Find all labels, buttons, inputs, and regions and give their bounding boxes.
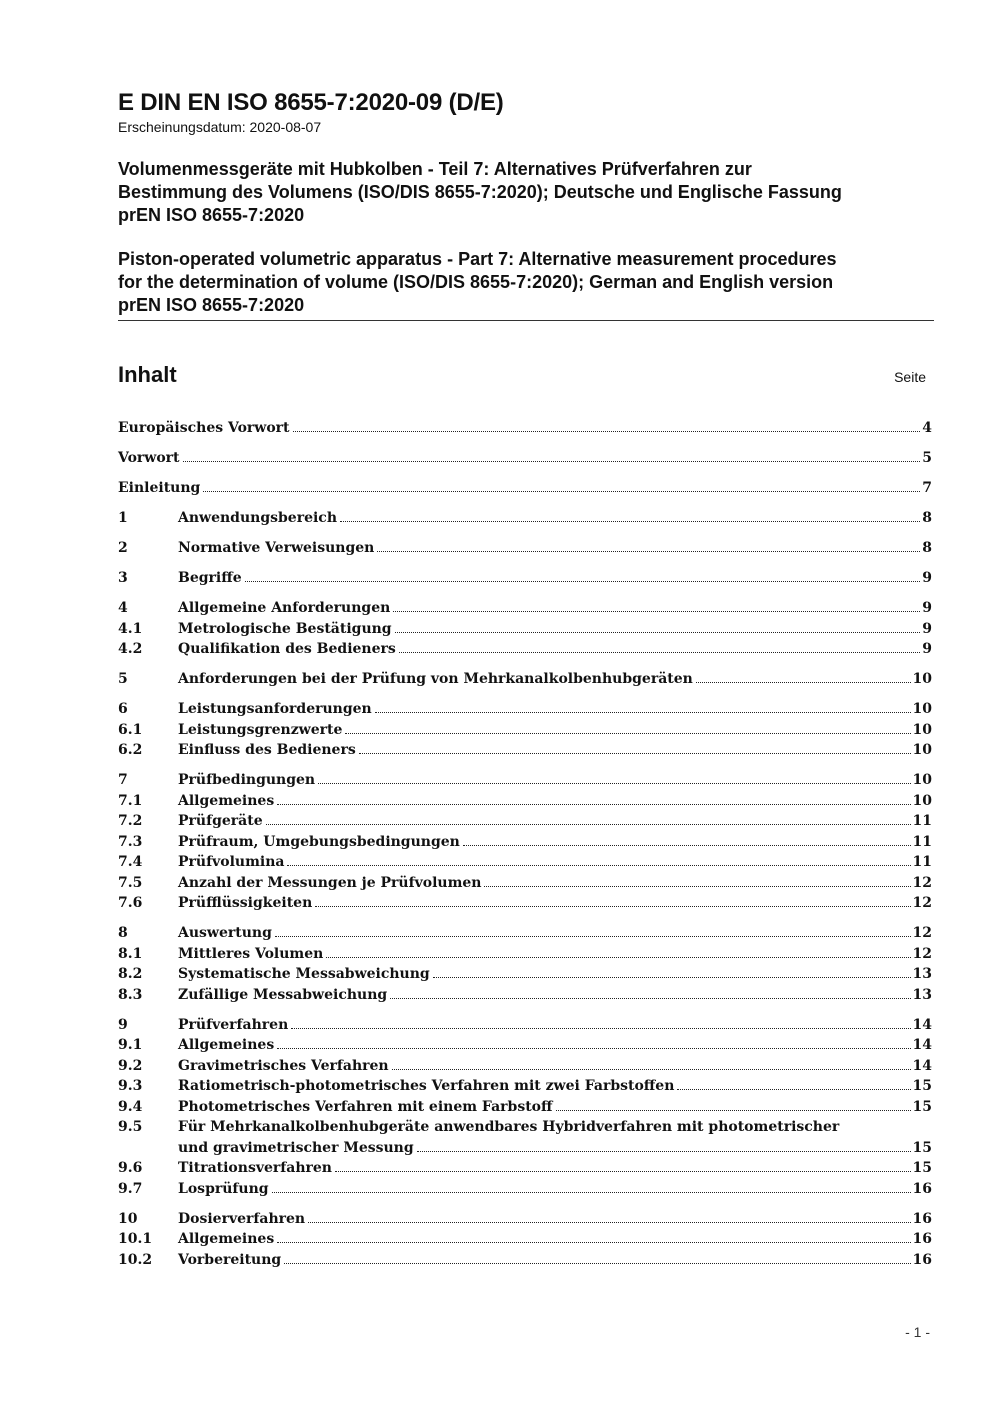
toc-dot-leader (293, 431, 921, 432)
toc-entry-page: 16 (912, 1231, 932, 1247)
toc-entry-page: 10 (912, 721, 932, 738)
toc-entry-label: Anwendungsbereich (178, 510, 337, 526)
toc-dot-leader (340, 521, 920, 522)
toc-entry-label: Vorwort (118, 450, 180, 466)
toc-entry-number: 7.4 (118, 854, 143, 870)
toc-dot-leader (433, 977, 911, 978)
toc-dot-leader (677, 1089, 910, 1090)
toc-entry-page: 10 (912, 772, 932, 788)
toc-entry-number: 4.1 (118, 620, 143, 637)
toc-entry-page: 13 (912, 986, 932, 1003)
toc-entry[interactable] (118, 1056, 932, 1077)
toc-entry[interactable] (118, 832, 932, 853)
toc-entry-page: 10 (912, 792, 932, 809)
toc-dot-leader (277, 1242, 910, 1243)
toc-entry-label: Ratiometrisch-photometrisches Verfahren mit zwei Farbstoffen (178, 1078, 675, 1094)
toc-entry-number: 8.3 (118, 986, 143, 1003)
toc-entry-label: Gravimetrisches Verfahren (178, 1057, 389, 1074)
toc-entry-page: 11 (912, 833, 932, 850)
toc-entry-label: Allgemeines (178, 1231, 275, 1247)
table-of-contents (118, 418, 932, 1270)
title-german-line: prEN ISO 8655-7:2020 (118, 205, 305, 225)
toc-dot-leader (395, 632, 921, 633)
toc-entry-number: 7.3 (118, 833, 143, 850)
toc-entry-label: Einfluss des Bedieners (178, 742, 356, 758)
toc-entry-number: 5 (118, 671, 128, 687)
toc-entry-number: 9.7 (118, 1180, 143, 1197)
toc-entry-label: Prüfbedingungen (178, 772, 316, 788)
toc-entry-number: 1 (118, 510, 128, 526)
title-english-line: for the determination of volume (ISO/DIS 8655-7:2020); German and English version (118, 272, 834, 292)
toc-entry-label: Zufällige Messabweichung (178, 986, 388, 1003)
toc-entry-number: 6.2 (118, 742, 143, 758)
toc-dot-leader (556, 1110, 911, 1111)
toc-entry[interactable] (118, 639, 932, 660)
title-german (118, 158, 934, 227)
toc-entry[interactable] (118, 1229, 932, 1250)
toc-dot-leader (275, 936, 911, 937)
toc-entry-label: Prüfflüssigkeiten (178, 895, 313, 911)
toc-entry-label: Prüfvolumina (178, 854, 285, 870)
toc-entry-number: 10.1 (118, 1231, 153, 1247)
toc-entry-number: 6 (118, 701, 128, 717)
toc-entry-label: Losprüfung (178, 1180, 269, 1197)
toc-entry-number: 4.2 (118, 641, 143, 657)
document-id: E DIN EN ISO 8655-7:2020-09 (D/E) (118, 89, 504, 116)
toc-entry-page: 15 (912, 1139, 932, 1156)
toc-entry-number: 9 (118, 1016, 128, 1033)
toc-entry-page: 11 (912, 813, 932, 829)
toc-dot-leader (284, 1263, 910, 1264)
toc-dot-leader (291, 1028, 910, 1029)
toc-entry-label: Prüfraum, Umgebungsbedingungen (178, 833, 460, 850)
toc-dot-leader (335, 1171, 911, 1172)
toc-entry[interactable] (118, 448, 932, 469)
toc-dot-leader (277, 804, 910, 805)
toc-dot-leader (392, 1069, 911, 1070)
toc-entry-page: 11 (912, 854, 932, 870)
toc-entry-label: Prüfgeräte (178, 813, 263, 829)
toc-entry[interactable] (118, 418, 932, 439)
toc-dot-leader (326, 957, 910, 958)
toc-entry-label: Titrationsverfahren (178, 1160, 332, 1176)
toc-entry-number: 7.1 (118, 792, 143, 809)
toc-entry-label: Einleitung (118, 480, 201, 496)
toc-entry-label: Photometrisches Verfahren mit einem Farbstoff (178, 1098, 553, 1115)
toc-dot-leader (266, 824, 911, 825)
toc-dot-leader (318, 783, 910, 784)
toc-entry-page: 4 (922, 420, 932, 436)
toc-entry-number: 3 (118, 570, 128, 586)
toc-entry-label: Europäisches Vorwort (118, 420, 290, 436)
title-english-line: Piston-operated volumetric apparatus - Part 7: Alternative measurement procedures (118, 249, 837, 269)
toc-entry-label: Auswertung (178, 925, 272, 941)
toc-entry-page: 10 (912, 701, 932, 717)
toc-entry[interactable] (118, 852, 932, 873)
toc-title: Inhalt (118, 362, 177, 387)
toc-entry-number: 10.2 (118, 1251, 153, 1268)
toc-entry[interactable] (118, 1035, 932, 1056)
title-german-line: Volumenmessgeräte mit Hubkolben - Teil 7: Alternatives Prüfverfahren zur (118, 159, 752, 179)
toc-dot-leader (375, 712, 911, 713)
toc-entry[interactable] (118, 1158, 932, 1179)
toc-entry-page: 16 (912, 1251, 932, 1268)
toc-dot-leader (417, 1151, 911, 1152)
toc-entry[interactable] (118, 1209, 932, 1230)
toc-entry-number: 7.6 (118, 895, 143, 911)
toc-dot-leader (183, 461, 921, 462)
toc-entry[interactable] (118, 985, 932, 1006)
toc-dot-leader (463, 845, 911, 846)
toc-entry[interactable] (118, 791, 932, 812)
toc-entry-number: 9.1 (118, 1037, 143, 1053)
toc-entry[interactable] (118, 944, 932, 965)
toc-dot-leader (287, 865, 910, 866)
page-number: - 1 - (905, 1324, 930, 1340)
toc-entry[interactable] (118, 598, 932, 619)
toc-entry-number: 8 (118, 925, 128, 941)
toc-entry-page: 15 (912, 1098, 932, 1115)
toc-entry-label: Anzahl der Messungen je Prüfvolumen (178, 874, 482, 891)
toc-entry-number: 8.2 (118, 966, 143, 982)
toc-entry[interactable] (118, 508, 932, 529)
toc-entry-page: 10 (912, 671, 932, 687)
toc-entry-page: 9 (922, 620, 932, 637)
toc-dot-leader (696, 682, 911, 683)
toc-entry[interactable] (118, 1179, 932, 1200)
toc-entry-label: Prüfverfahren (178, 1016, 289, 1033)
toc-entry-number: 4 (118, 600, 128, 616)
toc-entry-label: Mittleres Volumen (178, 945, 324, 962)
title-english (118, 248, 934, 317)
toc-entry-page: 9 (922, 570, 932, 586)
toc-entry[interactable] (118, 1250, 932, 1271)
toc-dot-leader (245, 581, 921, 582)
toc-dot-leader (393, 611, 920, 612)
toc-entry-label: Allgemeines (178, 1037, 275, 1053)
toc-entry-label: Leistungsanforderungen (178, 701, 372, 717)
document-header (118, 88, 934, 317)
toc-entry[interactable] (118, 1076, 932, 1097)
toc-entry-label: Systematische Messabweichung (178, 966, 430, 982)
toc-entry-page: 8 (922, 510, 932, 526)
toc-dot-leader (359, 753, 911, 754)
toc-entry[interactable] (118, 478, 932, 499)
toc-dot-leader (399, 652, 920, 653)
toc-entry-label: Metrologische Bestätigung (178, 620, 392, 637)
toc-dot-leader (390, 998, 910, 999)
toc-entry[interactable] (118, 720, 932, 741)
toc-page-column-label: Seite (894, 369, 926, 385)
toc-entry-number: 7.2 (118, 813, 143, 829)
toc-dot-leader (272, 1192, 911, 1193)
toc-entry-page: 9 (922, 641, 932, 657)
toc-dot-leader (484, 886, 910, 887)
toc-entry-page: 5 (922, 450, 932, 466)
toc-entry-number: 7 (118, 772, 128, 788)
toc-entry[interactable] (118, 964, 932, 985)
toc-dot-leader (315, 906, 910, 907)
toc-entry-page: 14 (912, 1057, 932, 1074)
toc-entry-page: 14 (912, 1016, 932, 1033)
toc-entry-number: 2 (118, 540, 128, 556)
toc-entry[interactable] (118, 568, 932, 589)
toc-entry-page: 15 (912, 1078, 932, 1094)
toc-entry[interactable] (118, 740, 932, 761)
toc-entry-page: 12 (912, 945, 932, 962)
toc-entry[interactable] (118, 619, 932, 640)
publication-date: Erscheinungsdatum: 2020-08-07 (118, 119, 322, 135)
toc-entry[interactable] (118, 1097, 932, 1118)
toc-entry-label: Begriffe (178, 570, 242, 586)
toc-entry[interactable] (118, 811, 932, 832)
toc-entry-number: 7.5 (118, 874, 143, 891)
header-divider (118, 320, 934, 321)
toc-dot-leader (345, 733, 910, 734)
toc-entry-label: Für Mehrkanalkolbenhubgeräte anwendbares Hybridverfahren mit photometrischer (178, 1119, 840, 1135)
toc-entry-page: 12 (912, 925, 932, 941)
toc-entry-number: 8.1 (118, 945, 143, 962)
toc-dot-leader (308, 1222, 910, 1223)
toc-entry-label: Dosierverfahren (178, 1210, 306, 1227)
toc-entry-number: 9.4 (118, 1098, 143, 1115)
toc-entry-label: Qualifikation des Bedieners (178, 641, 396, 657)
toc-entry-page: 15 (912, 1160, 932, 1176)
toc-entry-page: 8 (922, 540, 932, 556)
toc-dot-leader (277, 1048, 910, 1049)
toc-entry-label: Normative Verweisungen (178, 540, 375, 556)
toc-entry-label: Vorbereitung (178, 1251, 282, 1268)
toc-entry[interactable] (118, 669, 932, 690)
toc-entry-number: 6.1 (118, 721, 143, 738)
toc-entry[interactable] (118, 1015, 932, 1036)
toc-entry-page: 14 (912, 1037, 932, 1053)
toc-entry[interactable] (118, 538, 932, 559)
title-english-line: prEN ISO 8655-7:2020 (118, 295, 305, 315)
toc-entry-page: 16 (912, 1210, 932, 1227)
toc-header (118, 361, 926, 389)
toc-entry-number: 9.3 (118, 1078, 143, 1094)
toc-entry[interactable] (118, 1117, 932, 1158)
title-german-line: Bestimmung des Volumens (ISO/DIS 8655-7:2020); Deutsche und Englische Fassung (118, 182, 842, 202)
toc-entry-label: Allgemeines (178, 792, 275, 809)
toc-entry-page: 10 (912, 742, 932, 758)
toc-entry[interactable] (118, 873, 932, 894)
toc-entry-number: 10 (118, 1210, 138, 1227)
toc-entry[interactable] (118, 923, 932, 944)
toc-entry[interactable] (118, 893, 932, 914)
toc-dot-leader (377, 551, 920, 552)
toc-dot-leader (203, 491, 920, 492)
toc-entry-page: 9 (922, 600, 932, 616)
toc-entry-page: 7 (922, 480, 932, 496)
toc-entry[interactable] (118, 699, 932, 720)
toc-entry-label: und gravimetrischer Messung (178, 1139, 414, 1156)
toc-entry-label: Allgemeine Anforderungen (178, 600, 391, 616)
toc-entry-number: 9.6 (118, 1160, 143, 1176)
toc-entry[interactable] (118, 770, 932, 791)
toc-entry-number: 9.2 (118, 1057, 143, 1074)
toc-entry-page: 12 (912, 895, 932, 911)
toc-entry-number: 9.5 (118, 1119, 143, 1135)
toc-entry-label: Anforderungen bei der Prüfung von Mehrkanalkolbenhubgeräten (178, 671, 693, 687)
toc-entry-page: 13 (912, 966, 932, 982)
toc-entry-page: 12 (912, 874, 932, 891)
toc-entry-label: Leistungsgrenzwerte (178, 721, 343, 738)
toc-entry-page: 16 (912, 1180, 932, 1197)
